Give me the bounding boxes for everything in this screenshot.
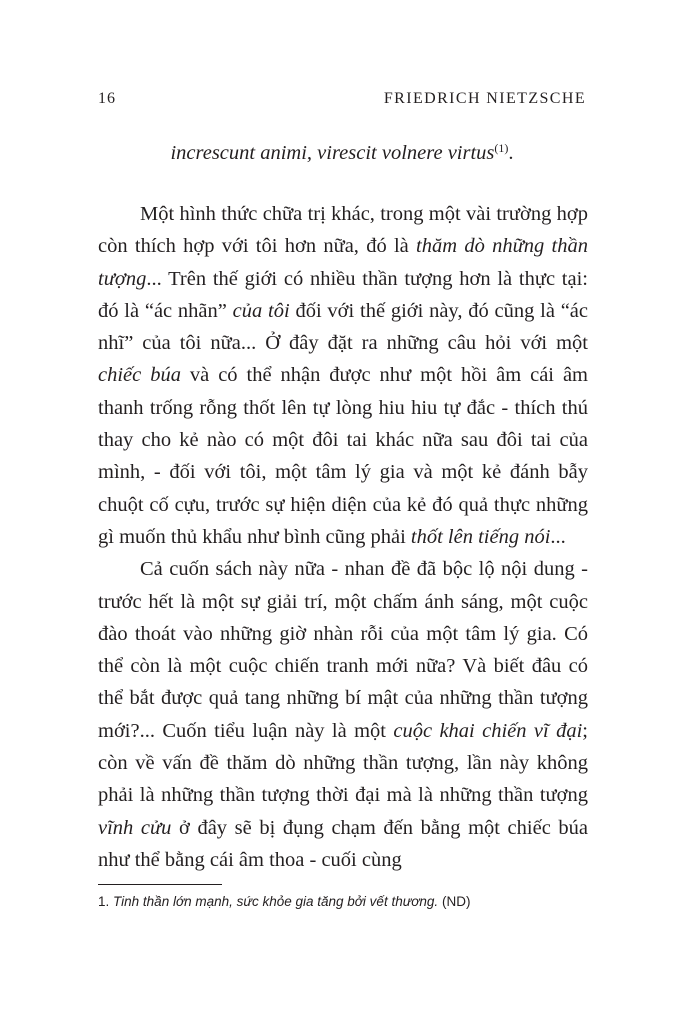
footnote	[98, 893, 586, 911]
italic-run: thốt lên tiếng nói	[410, 525, 551, 548]
paragraph-1	[98, 198, 588, 553]
text-run: Cả cuốn sách này nữa - nhan đề đã bộc lộ nội dung - trước hết là một sự giải trí, một chấm ánh sáng, một cuộc đào thoát vào những giờ nhàn rỗi của một tâm lý gia. Có thể còn là một cuộc chiến tranh mới nữa? Và biết đâu có thể bắt được quả tang những bí mật của những thần tượng mới?... Cuốn tiểu luận này là một	[98, 558, 588, 742]
text-run: ...	[550, 525, 566, 548]
italic-run: của tôi	[232, 299, 290, 322]
text-run: đối với thế giới này, đó cũng là “ác nhĩ” của tôi nữa... Ở đây đặt ra những câu hỏi với một	[98, 299, 589, 355]
text-run: ; còn về vấn đề thăm dò những thần tượng, lần này không phải là những thần tượng thời đại mà là những thần tượng	[98, 719, 588, 807]
footnote-suffix: (ND)	[441, 894, 471, 909]
body-text	[98, 198, 588, 876]
italic-run: vĩnh cửu	[98, 816, 172, 839]
italic-run: cuộc khai chiến vĩ đại	[393, 719, 583, 742]
latin-epigraph	[98, 138, 586, 168]
text-run: Một hình thức chữa trị khác, trong một vài trường hợp còn thích hợp với tôi hơn nữa, đó là	[98, 203, 588, 258]
epigraph-end-punct: .	[508, 142, 514, 164]
footnote-number: 1.	[98, 894, 110, 909]
text-run: ở đây sẽ bị đụng chạm đến bằng một chiếc búa như thể bằng cái âm thoa - cuối cùng	[98, 816, 588, 871]
footnote-text: Tinh thần lớn mạnh, sức khỏe gia tăng bởi vết thương.	[113, 894, 439, 909]
paragraph-2	[98, 553, 588, 876]
italic-run: chiếc búa	[98, 364, 181, 387]
text-run: và có thể nhận được như một hồi âm cái âm thanh trống rỗng thốt lên tự lòng hiu hiu tự đắc - thích thú thay cho kẻ nào có một đôi tai khác nữa sau đôi tai của mình, - đối với tôi, một tâm lý gia và một kẻ đánh bẫy chuột cố cựu, trước sự hiện diện của kẻ đó quả thực những gì muốn thủ khẩu như bình cũng phải	[98, 364, 588, 548]
footnote-divider	[98, 884, 222, 885]
italic-run: thăm dò những thần tượng	[98, 235, 588, 290]
header-author: FRIEDRICH NIETZSCHE	[383, 90, 586, 107]
text-run: ... Trên thế giới có nhiều thần tượng hơn là thực tại: đó là “ác nhãn”	[98, 267, 588, 322]
running-head	[98, 90, 586, 114]
footnote-reference: (1)	[494, 141, 509, 155]
page-number: 16	[98, 90, 116, 107]
epigraph-text: increscunt animi, virescit volnere virtus	[170, 142, 495, 164]
